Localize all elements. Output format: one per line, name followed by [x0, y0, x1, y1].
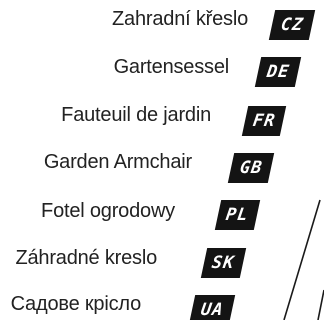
product-name-ua: Садове крісло [10, 293, 141, 315]
product-name-cz: Zahradní křeslo [112, 8, 248, 30]
product-name-pl: Fotel ogrodowy [41, 200, 175, 222]
language-code-sk: SK [210, 253, 237, 273]
product-name-sk: Záhradné kreslo [15, 247, 157, 269]
language-badge-cz [269, 10, 315, 40]
language-code-ua: UA [199, 300, 225, 320]
product-name-de: Gartensessel [113, 56, 229, 78]
language-badge-ua [189, 295, 235, 320]
language-code-pl: PL [224, 205, 251, 225]
language-code-gb: GB [238, 158, 264, 178]
language-code-cz: CZ [279, 15, 305, 35]
language-badge-de [255, 57, 301, 87]
language-badge-gb [228, 153, 274, 183]
language-code-fr: FR [251, 111, 277, 131]
language-badge-sk [201, 248, 246, 278]
language-code-de: DE [265, 62, 291, 82]
language-badge-fr [242, 106, 286, 136]
product-name-gb: Garden Armchair [43, 151, 192, 173]
language-badge-pl [215, 200, 260, 230]
product-name-fr: Fauteuil de jardin [61, 104, 211, 126]
